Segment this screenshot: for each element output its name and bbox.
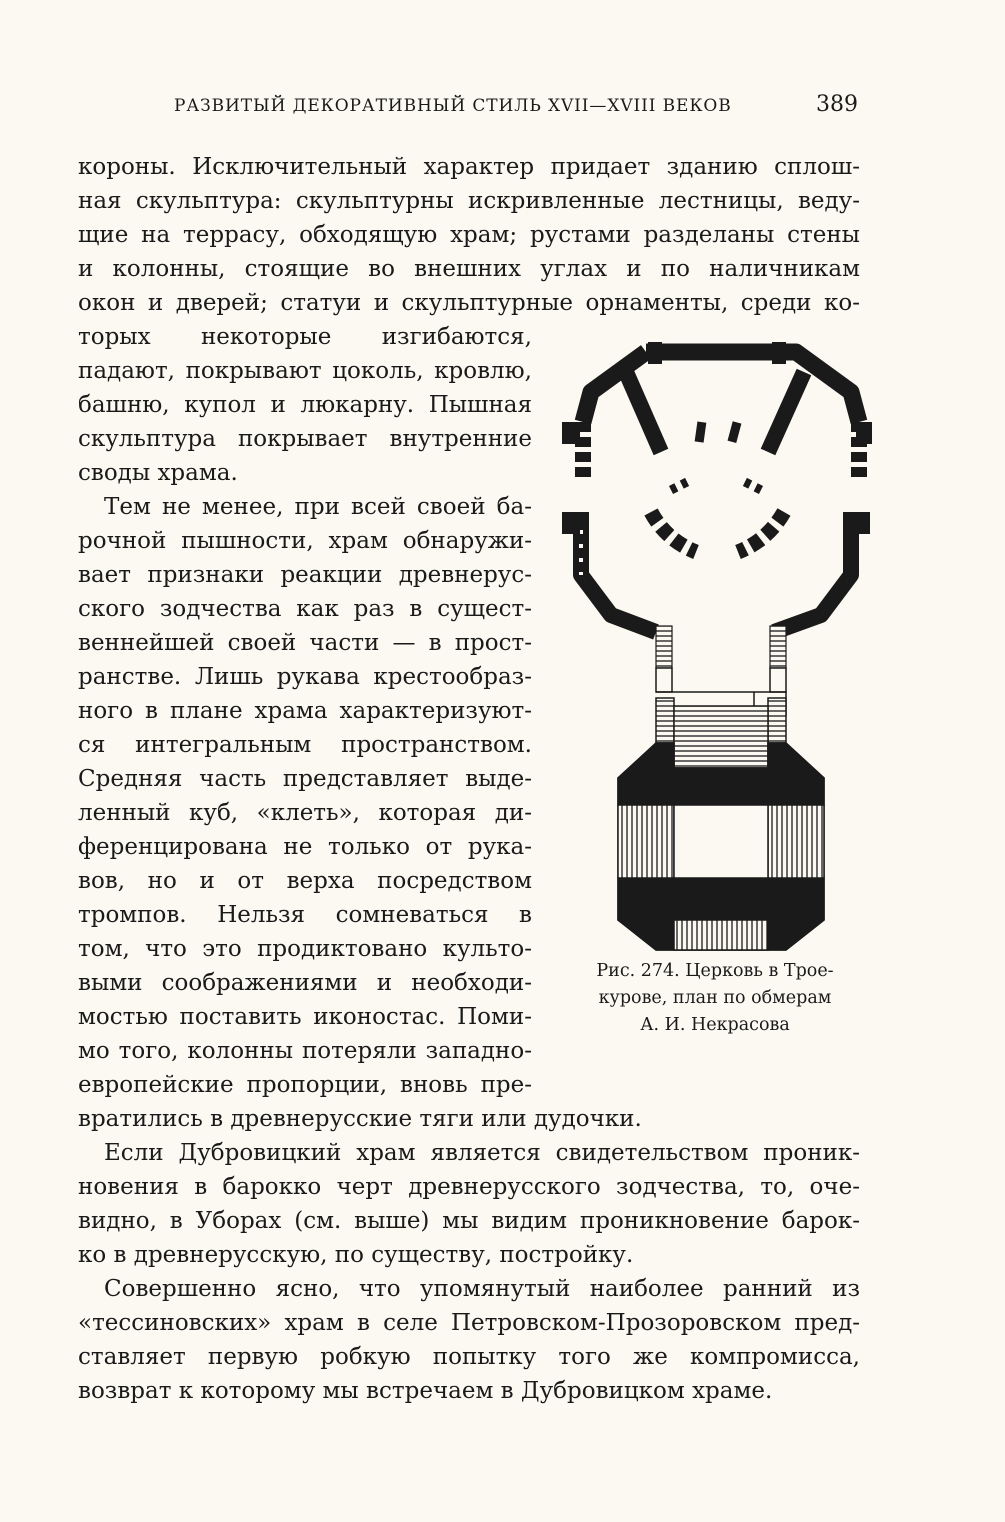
text-line: выми соображениями и необходи- xyxy=(78,970,532,996)
text-line: падают, покрывают цоколь, кровлю, xyxy=(78,358,532,384)
text-line: мостью поставить иконостас. Поми- xyxy=(78,1004,532,1030)
text-line: видно, в Уборах (см. выше) мы видим проникновение барок- xyxy=(78,1208,860,1234)
text-line: «тессиновских» храм в селе Петровском-Прозоровском пред- xyxy=(78,1310,860,1336)
text-line: Если Дубровицкий храм является свидетельством проник- xyxy=(104,1140,860,1166)
text-line: ранстве. Лишь рукава крестообраз- xyxy=(78,664,532,690)
text-line: ко в древнерусскую, по существу, постройку. xyxy=(78,1242,634,1268)
text-line: тромпов. Нельзя сомневаться в xyxy=(78,902,532,928)
figure-caption xyxy=(556,958,874,1039)
text-line: европейские пропорции, вновь пре- xyxy=(78,1072,532,1098)
text-line: ная скульптура: скульптурны искривленные лестницы, веду- xyxy=(78,188,860,214)
running-head xyxy=(78,92,858,122)
text-line: Совершенно ясно, что упомянутый наиболее ранний из xyxy=(104,1276,860,1302)
text-line: короны. Исключительный характер придает зданию сплош- xyxy=(78,154,860,180)
text-line: ся интегральным пространством. xyxy=(78,732,532,758)
page-number: 389 xyxy=(816,92,858,117)
caption-line: А. И. Некрасова xyxy=(640,1015,790,1035)
text-line: Средняя часть представляет выде- xyxy=(78,766,532,792)
text-line: скульптура покрывает внутренние xyxy=(78,426,532,452)
text-line: Тем не менее, при всей своей ба- xyxy=(104,494,532,520)
text-line: и колонны, стоящие во внешних углах и по наличникам xyxy=(78,256,860,282)
text-line: рочной пышности, храм обнаружи- xyxy=(78,528,532,554)
text-line: вратились в древнерусские тяги или дудочки. xyxy=(78,1106,642,1132)
text-line: ференцирована не только от рука- xyxy=(78,834,532,860)
text-line: ставляет первую робкую попытку того же компромисса, xyxy=(78,1344,860,1370)
text-line: том, что это продиктовано культо- xyxy=(78,936,532,962)
text-line: ленный куб, «клеть», которая ди- xyxy=(78,800,532,826)
caption-line: курове, план по обмерам xyxy=(598,988,832,1008)
text-line: вов, но и от верха посредством xyxy=(78,868,532,894)
running-title: РАЗВИТЫЙ ДЕКОРАТИВНЫЙ СТИЛЬ XVII—XVIII ВЕКОВ xyxy=(174,96,732,116)
text-line: вает признаки реакции древнерус- xyxy=(78,562,532,588)
church-plan-figure xyxy=(556,330,874,960)
text-line: мо того, колонны потеряли западно- xyxy=(78,1038,532,1064)
text-line: ного в плане храма характеризуют- xyxy=(78,698,532,724)
text-line: своды храма. xyxy=(78,460,238,486)
text-line: окон и дверей; статуи и скульптурные орнаменты, среди ко- xyxy=(78,290,860,316)
text-line: торых некоторые изгибаются, xyxy=(78,324,532,350)
text-line: новения в барокко черт древнерусского зодчества, то, оче- xyxy=(78,1174,860,1200)
text-line: башню, купол и люкарну. Пышная xyxy=(78,392,532,418)
text-line: щие на террасу, обходящую храм; рустами разделаны стены xyxy=(78,222,860,248)
text-line: ского зодчества как раз в сущест- xyxy=(78,596,532,622)
church-plan-drawing xyxy=(556,330,874,960)
caption-line: Рис. 274. Церковь в Трое- xyxy=(596,961,834,981)
text-line: веннейшей своей части — в прост- xyxy=(78,630,532,656)
text-line: возврат к которому мы встречаем в Дубровицком храме. xyxy=(78,1378,773,1404)
